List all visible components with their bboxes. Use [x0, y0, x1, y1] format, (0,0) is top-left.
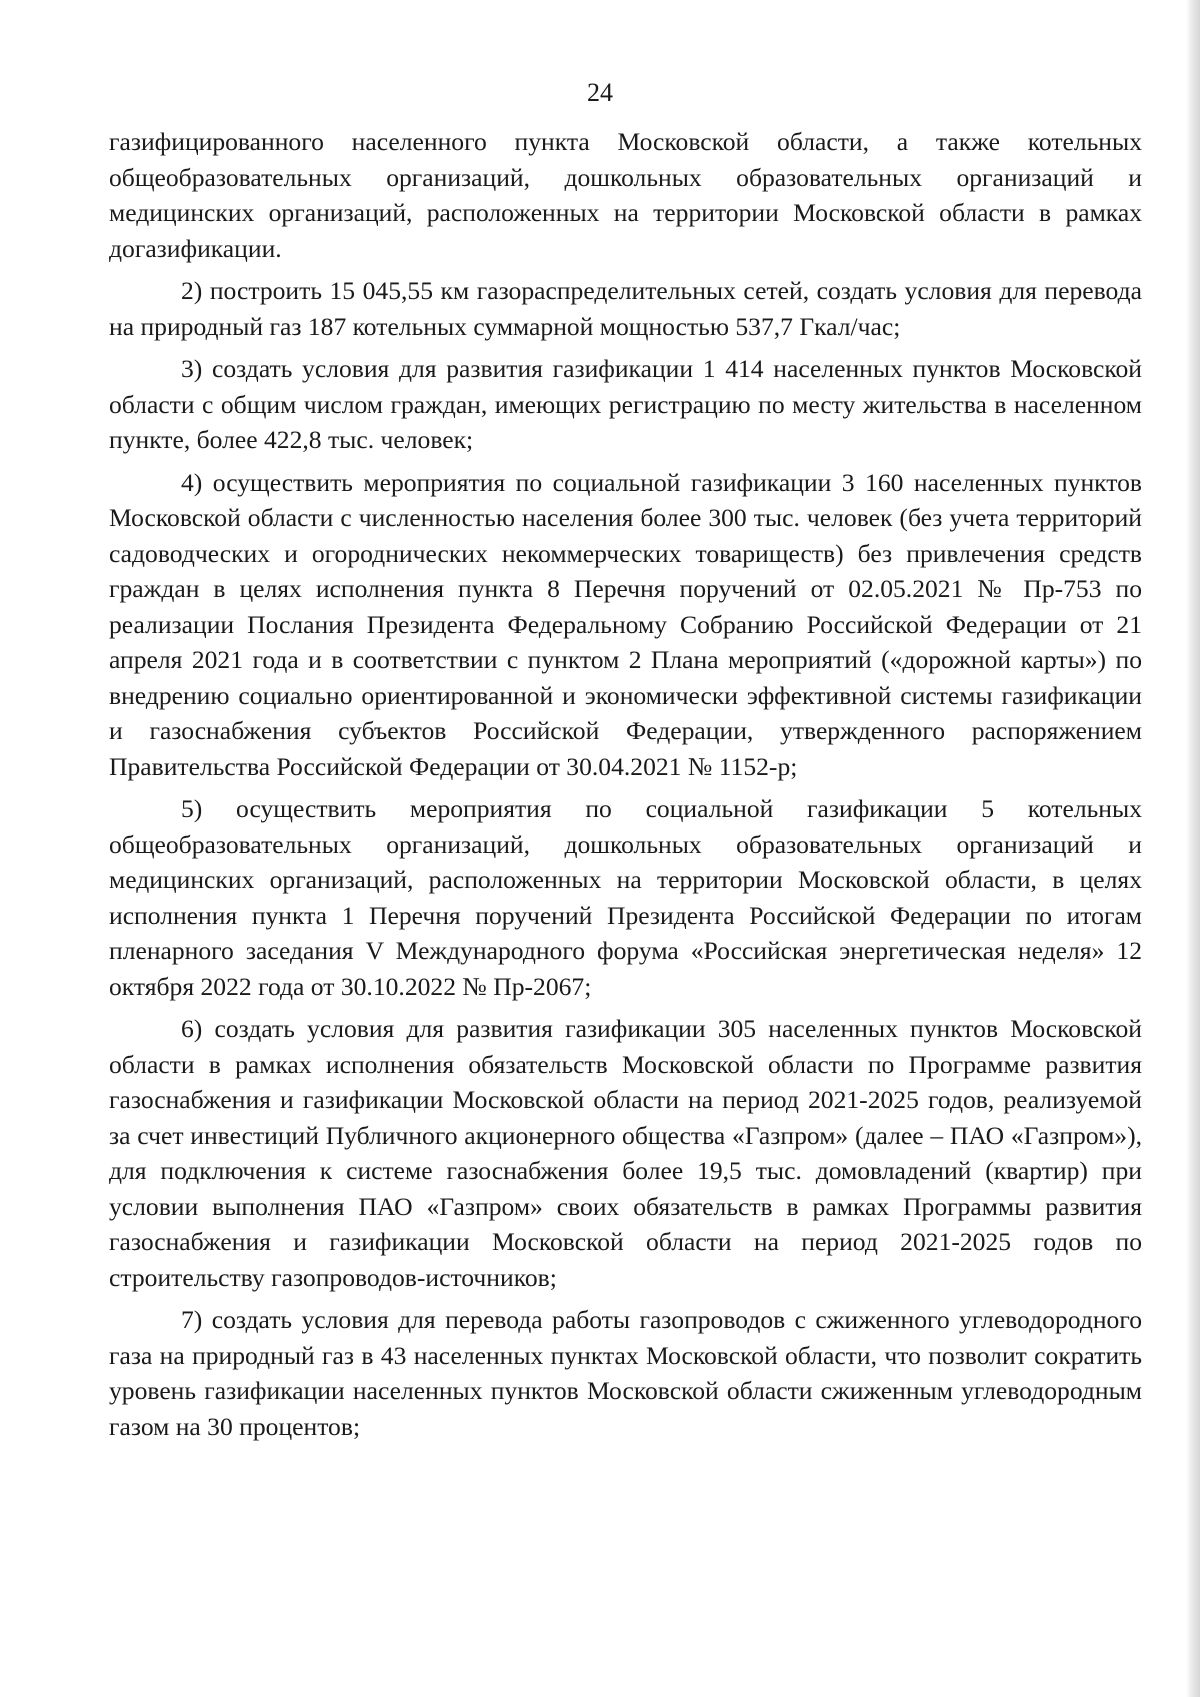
- paragraph-item-4: 4) осуществить мероприятия по социальной газификации 3 160 населенных пунктов Московской области с численностью населения более 300 тыс. человек (без учета территорий садоводческих и огороднических некоммерческих товариществ) без привлечения средств граждан в целях исполнения пункта 8 Перечня поручений от 02.05.2021 № Пр-753 по реализации Послания Президента Федеральному Собранию Российской Федерации от 21 апреля 2021 года и в соответствии с пунктом 2 Плана мероприятий («дорожной карты») по внедрению социально ориентированной и экономически эффективной системы газификации и газоснабжения субъектов Российской Федерации, утвержденного распоряжением Правительства Российской Федерации от 30.04.2021 № 1152-р;: [109, 467, 1142, 781]
- scanned-page-edge: [1186, 0, 1200, 1697]
- document-body: [109, 124, 1142, 1451]
- paragraph-item-2: 2) построить 15 045,55 км газораспределительных сетей, создать условия для перевода на природный газ 187 котельных суммарной мощностью 537,7 Гкал/час;: [109, 276, 1142, 341]
- paragraph-item-3: 3) создать условия для развития газификации 1 414 населенных пунктов Московской области с общим числом граждан, имеющих регистрацию по месту жительства в населенном пункте, более 422,8 тыс. человек;: [109, 354, 1142, 454]
- paragraph-item-7: 7) создать условия для перевода работы газопроводов с сжиженного углеводородного газа на природный газ в 43 населенных пунктах Московской области, что позволит сократить уровень газификации населенных пунктов Московской области сжиженным углеводородным газом на 30 процентов;: [109, 1305, 1142, 1441]
- paragraph-item-6: 6) создать условия для развития газификации 305 населенных пунктов Московской области в рамках исполнения обязательств Московской области по Программе развития газоснабжения и газификации Московской области на период 2021-2025 годов, реализуемой за счет инвестиций Публичного акционерного общества «Газпром» (далее – ПАО «Газпром»), для подключения к системе газоснабжения более 19,5 тыс. домовладений (квартир) при условии выполнения ПАО «Газпром» своих обязательств в рамках Программы развития газоснабжения и газификации Московской области на период 2021-2025 годов по строительству газопроводов-источников;: [109, 1014, 1142, 1292]
- paragraph-continuation: газифицированного населенного пункта Московской области, а также котельных общеобразовательных организаций, дошкольных образовательных организаций и медицинских организаций, расположенных на территории Московской области в рамках догазификации.: [109, 127, 1142, 263]
- page-number: 24: [587, 78, 613, 107]
- paragraph-item-5: 5) осуществить мероприятия по социальной газификации 5 котельных общеобразовательных организаций, дошкольных образовательных организаций и медицинских организаций, расположенных на территории Московской области, в целях исполнения пункта 1 Перечня поручений Президента Российской Федерации по итогам пленарного заседания V Международного форума «Российская энергетическая неделя» 12 октября 2022 года от 30.10.2022 № Пр-2067;: [109, 794, 1142, 1001]
